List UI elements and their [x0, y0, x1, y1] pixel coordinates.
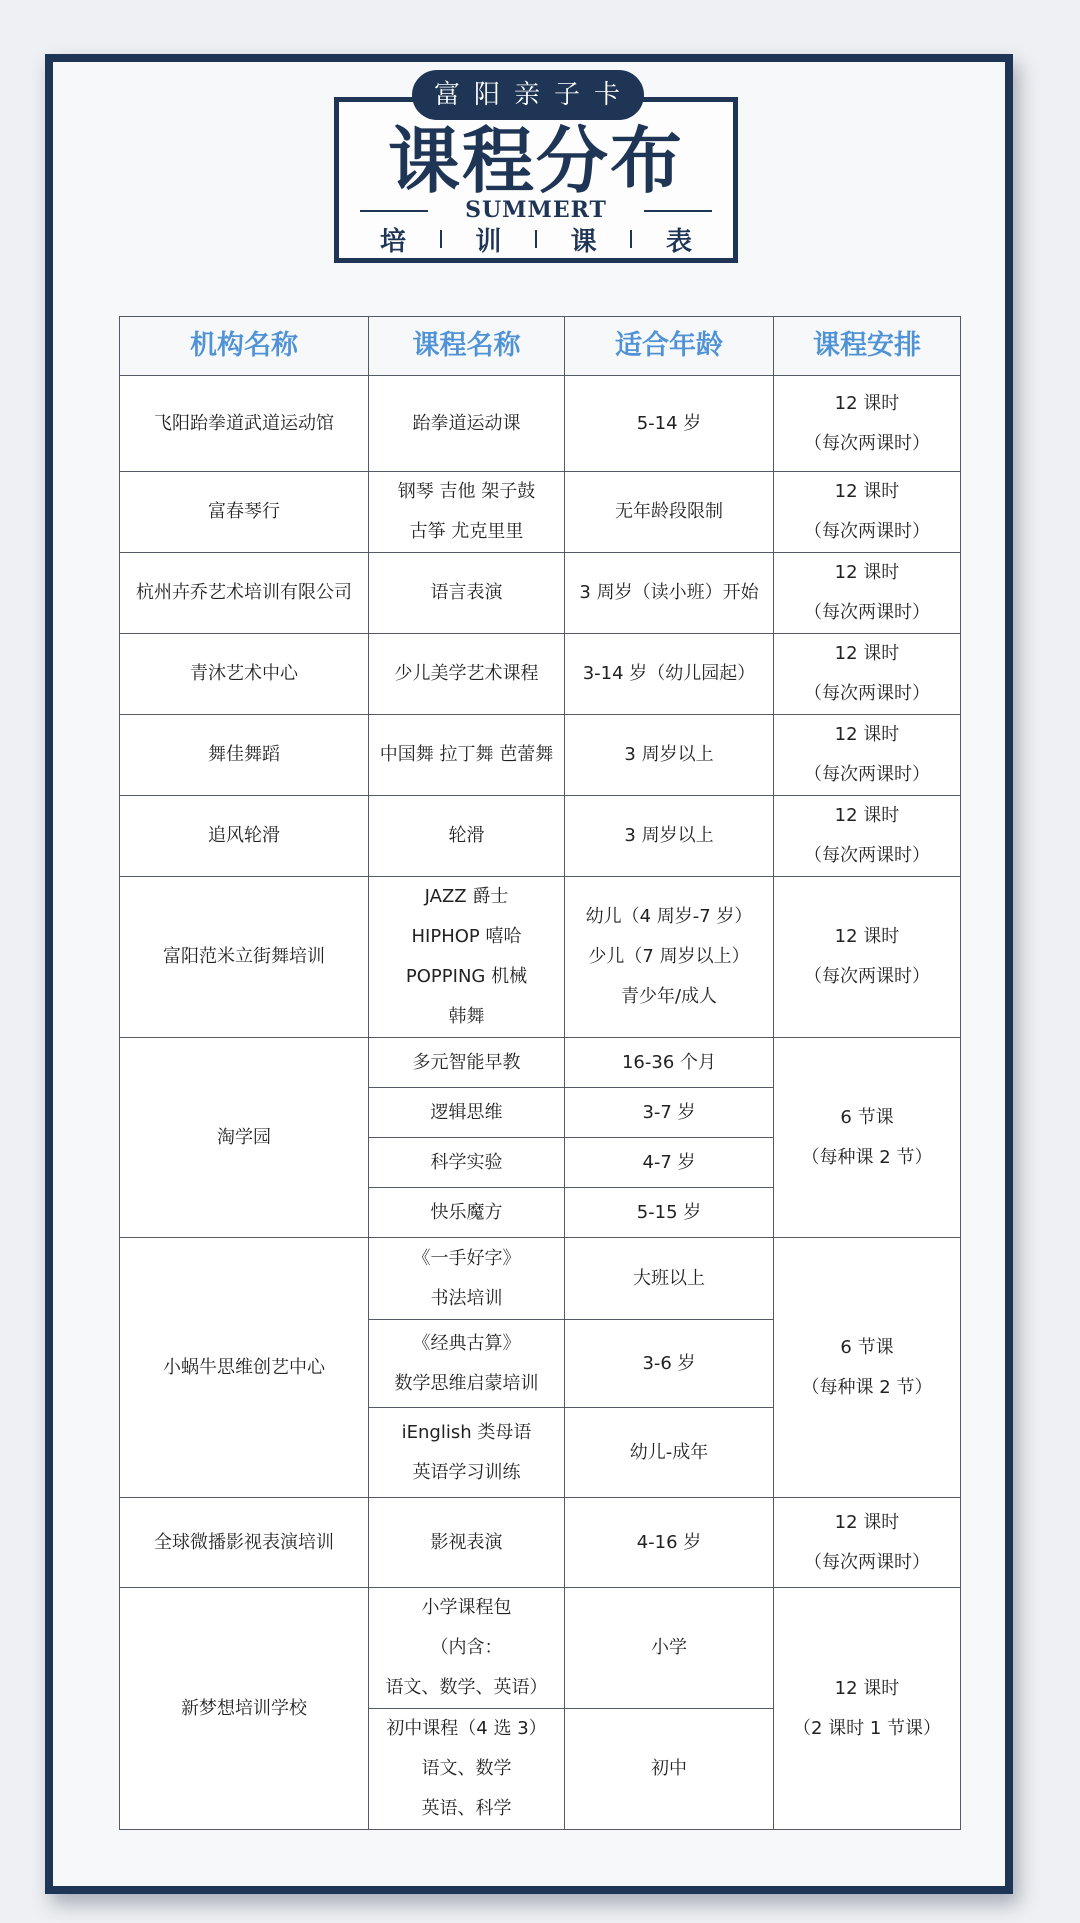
table-row	[120, 715, 961, 796]
schedule-cell: 12 课时 （每次两课时）	[774, 877, 961, 1038]
table-row	[120, 1498, 961, 1588]
header-age: 适合年龄	[565, 317, 774, 376]
course-cell: 影视表演	[369, 1498, 565, 1588]
age-cell: 小学	[565, 1588, 774, 1709]
course-cell: 科学实验	[369, 1138, 565, 1188]
age-cell: 3 周岁以上	[565, 715, 774, 796]
course-cell: 多元智能早教	[369, 1038, 565, 1088]
schedule-cell: 12 课时 （每次两课时）	[774, 634, 961, 715]
table-row	[120, 376, 961, 472]
age-cell: 16-36 个月	[565, 1038, 774, 1088]
course-cell: iEnglish 类母语 英语学习训练	[369, 1408, 565, 1498]
page-title: 课程分布	[387, 119, 684, 203]
org-cell: 小蜗牛思维创艺中心	[120, 1238, 369, 1498]
subtitle-row	[380, 222, 692, 256]
course-cell: 逻辑思维	[369, 1088, 565, 1138]
age-cell: 3-6 岁	[565, 1320, 774, 1408]
course-cell: 轮滑	[369, 796, 565, 877]
age-cell: 3-7 岁	[565, 1088, 774, 1138]
org-cell: 富阳范米立街舞培训	[120, 877, 369, 1038]
course-cell: 初中课程（4 选 3） 语文、数学 英语、科学	[369, 1709, 565, 1830]
table-row	[120, 1588, 961, 1709]
subtitle-char: 课	[570, 226, 597, 257]
schedule-cell: 12 课时 （2 课时 1 节课）	[774, 1588, 961, 1830]
course-cell: 少儿美学艺术课程	[369, 634, 565, 715]
header-schedule: 课程安排	[774, 317, 961, 376]
org-cell: 飞阳跆拳道武道运动馆	[120, 376, 369, 472]
table-row	[120, 634, 961, 715]
subtitle-separator	[535, 230, 537, 248]
age-cell: 3 周岁以上	[565, 796, 774, 877]
age-cell: 4-7 岁	[565, 1138, 774, 1188]
subtitle-separator	[440, 230, 442, 248]
table-row	[120, 472, 961, 553]
course-cell: 《经典古算》 数学思维启蒙培训	[369, 1320, 565, 1408]
org-cell: 淘学园	[120, 1038, 369, 1238]
schedule-cell: 12 课时 （每次两课时）	[774, 553, 961, 634]
course-cell: 快乐魔方	[369, 1188, 565, 1238]
subtitle-char: 训	[475, 226, 502, 257]
org-cell: 杭州卉乔艺术培训有限公司	[120, 553, 369, 634]
schedule-cell: 6 节课 （每种课 2 节）	[774, 1238, 961, 1498]
schedule-cell: 12 课时 （每次两课时）	[774, 472, 961, 553]
org-cell: 舞佳舞蹈	[120, 715, 369, 796]
age-cell: 大班以上	[565, 1238, 774, 1320]
age-cell: 5-15 岁	[565, 1188, 774, 1238]
summer-line-right	[644, 210, 712, 212]
course-cell: JAZZ 爵士 HIPHOP 嘻哈 POPPING 机械 韩舞	[369, 877, 565, 1038]
org-cell: 全球微播影视表演培训	[120, 1498, 369, 1588]
age-cell: 幼儿（4 周岁-7 岁） 少儿（7 周岁以上） 青少年/成人	[565, 877, 774, 1038]
table-row	[120, 877, 961, 1038]
age-cell: 5-14 岁	[565, 376, 774, 472]
schedule-cell: 12 课时 （每次两课时）	[774, 1498, 961, 1588]
age-cell: 无年龄段限制	[565, 472, 774, 553]
schedule-cell: 12 课时 （每次两课时）	[774, 715, 961, 796]
header-ribbon: 富阳亲子卡	[412, 70, 644, 120]
table-header-row	[120, 317, 961, 376]
age-cell: 幼儿-成年	[565, 1408, 774, 1498]
header-org: 机构名称	[120, 317, 369, 376]
org-cell: 新梦想培训学校	[120, 1588, 369, 1830]
summer-text: SUMMERT	[465, 197, 607, 223]
table-row	[120, 553, 961, 634]
org-cell: 富春琴行	[120, 472, 369, 553]
course-cell: 钢琴 吉他 架子鼓 古筝 尤克里里	[369, 472, 565, 553]
table-row	[120, 796, 961, 877]
summer-row	[360, 196, 712, 224]
age-cell: 初中	[565, 1709, 774, 1830]
table-row	[120, 1238, 961, 1320]
course-cell: 语言表演	[369, 553, 565, 634]
age-cell: 3 周岁（读小班）开始	[565, 553, 774, 634]
subtitle-separator	[630, 230, 632, 248]
subtitle-char: 培	[380, 226, 407, 257]
age-cell: 3-14 岁（幼儿园起）	[565, 634, 774, 715]
course-cell: 跆拳道运动课	[369, 376, 565, 472]
schedule-cell: 6 节课 （每种课 2 节）	[774, 1038, 961, 1238]
course-table	[119, 316, 961, 1830]
course-cell: 《一手好字》 书法培训	[369, 1238, 565, 1320]
schedule-cell: 12 课时 （每次两课时）	[774, 796, 961, 877]
header-course: 课程名称	[369, 317, 565, 376]
course-cell: 中国舞 拉丁舞 芭蕾舞	[369, 715, 565, 796]
age-cell: 4-16 岁	[565, 1498, 774, 1588]
org-cell: 青沐艺术中心	[120, 634, 369, 715]
org-cell: 追风轮滑	[120, 796, 369, 877]
subtitle-char: 表	[665, 226, 692, 257]
course-cell: 小学课程包 （内含： 语文、数学、英语）	[369, 1588, 565, 1709]
table-row	[120, 1038, 961, 1088]
schedule-cell: 12 课时 （每次两课时）	[774, 376, 961, 472]
